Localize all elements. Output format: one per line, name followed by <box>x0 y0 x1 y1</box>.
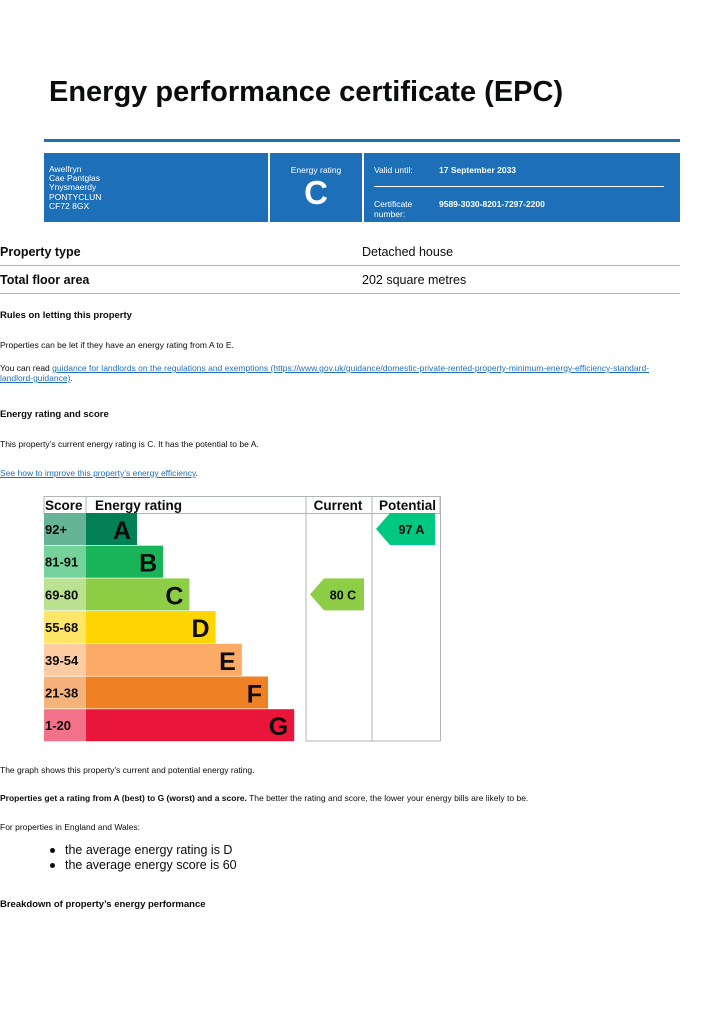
rating-column-header: Energy rating <box>95 498 183 513</box>
guidance-prefix: You can read <box>0 363 53 373</box>
improve-suffix: . <box>195 468 198 478</box>
energy-rating-label: Energy rating <box>290 165 342 175</box>
address-line: CF72 8GX <box>49 200 90 211</box>
landlord-guidance-link[interactable]: guidance for landlords on the regulations and exemptions (https://www.gov.uk/guidance/domestic-private-rented-property-minimum-energy-efficiency-standard- <box>52 363 650 373</box>
band-letter-label: A <box>112 517 131 545</box>
band-score-label: 1-20 <box>45 718 72 734</box>
list-item-text: the average energy score is 60 <box>65 857 237 872</box>
valid-until-label: Valid until: <box>374 165 413 175</box>
band-letter-label: G <box>268 713 289 742</box>
details-divider <box>374 186 664 187</box>
band-letter-label: B <box>139 549 158 578</box>
band-letter-label: E <box>219 647 236 676</box>
current-column-header: Current <box>313 498 363 513</box>
band-score-label: 21-38 <box>45 685 79 701</box>
address-line: Cae Pantglas <box>49 173 101 184</box>
bullet-icon <box>50 863 55 868</box>
certificate-number-label: number: <box>374 209 406 219</box>
current-rating-label: 80 C <box>329 588 357 603</box>
improve-paragraph <box>0 468 198 478</box>
list-item <box>50 843 237 858</box>
current-rating-paragraph: This property’s current energy rating is C. It has the potential to be A. <box>0 439 259 449</box>
page-title: Energy performance certificate (EPC) <box>49 76 564 108</box>
guidance-suffix: . <box>70 373 73 383</box>
band-letter-label: D <box>191 615 210 644</box>
valid-until-value: 17 September 2033 <box>439 165 517 175</box>
epc-rating-chart <box>0 496 441 742</box>
certificate-details <box>364 153 680 222</box>
row-key: Property type <box>0 245 81 259</box>
potential-rating-label: 97 A <box>398 523 425 537</box>
band-score-label: 39-54 <box>45 652 79 668</box>
band-score-label: 92+ <box>45 522 68 537</box>
band-score-label: 81-91 <box>45 554 79 570</box>
rating-explanation-rest: The better the rating and score, the lower your energy bills are likely to be. <box>246 793 529 803</box>
letting-paragraph: Properties can be let if they have an energy rating from A to E. <box>0 340 234 350</box>
improve-efficiency-link[interactable]: See how to improve this property’s energy efficiency <box>0 468 196 478</box>
title-divider <box>44 139 680 142</box>
rating-explanation <box>0 793 528 803</box>
bullet-icon <box>50 848 55 853</box>
energy-rating-value: C <box>304 174 328 211</box>
england-wales-intro: For properties in England and Wales: <box>0 822 141 832</box>
band-score-label: 69-80 <box>45 587 79 603</box>
epc-chart-svg <box>0 496 441 742</box>
list-item-text: the average energy rating is D <box>65 843 233 857</box>
table-row <box>0 238 680 266</box>
breakdown-heading: Breakdown of property’s energy performance <box>0 899 206 910</box>
band-letter-label: F <box>246 680 262 709</box>
score-column-header: Score <box>45 498 83 513</box>
table-row <box>0 266 680 294</box>
letting-guidance-paragraph <box>0 363 649 383</box>
band-bar <box>86 709 294 741</box>
row-key: Total floor area <box>0 273 90 287</box>
band-score-label: 55-68 <box>45 620 79 636</box>
landlord-guidance-link-continued[interactable]: landlord-guidance) <box>0 373 71 383</box>
average-rating-list <box>50 843 237 872</box>
address-line: Ynysmaerdy <box>49 182 97 193</box>
letting-heading: Rules on letting this property <box>0 310 132 321</box>
address-line: Awelfryn <box>49 164 82 174</box>
certificate-summary <box>44 153 680 222</box>
band-letter-label: C <box>165 582 184 611</box>
list-item <box>50 858 237 873</box>
potential-column-header: Potential <box>378 498 437 513</box>
energy-rating-heading: Energy rating and score <box>0 409 109 420</box>
energy-rating-box <box>270 153 362 222</box>
row-value: Detached house <box>362 245 454 259</box>
address-line: PONTYCLUN <box>49 191 102 202</box>
property-address <box>44 153 268 222</box>
row-value: 202 square metres <box>362 273 467 287</box>
graph-description: The graph shows this property’s current and potential energy rating. <box>0 765 255 775</box>
band-bar <box>86 677 268 709</box>
certificate-number-label: Certificate <box>374 199 413 209</box>
rating-explanation-bold: Properties get a rating from A (best) to G (worst) and a score. <box>0 793 247 803</box>
certificate-number-value: 9589-3030-8201-7297-2200 <box>439 199 545 209</box>
